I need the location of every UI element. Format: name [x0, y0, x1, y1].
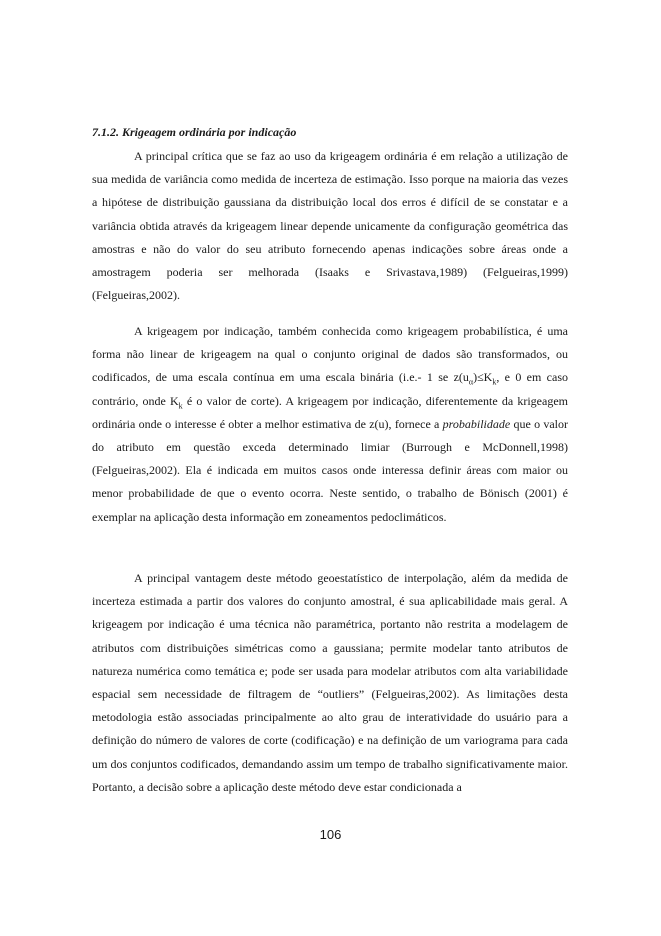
paragraph-advantages-limitations: A principal vantagem deste método geoestatístico de interpolação, além da medida de incerteza estimada a partir dos valores do conjunto amostral, é sua aplicabilidade mais geral. A krigeagem por indicação é uma técnica não paramétrica, portanto não restrita a modelagem de atributos com distribuições simétricas como a gaussiana; permite modelar tanto atributos de natureza numérica como temática e; pode ser usada para modelar atributos com alta variabilidade espacial sem necessidade de filtragem de “outliers” (Felgueiras,2002). As limitações desta metodologia estão associadas principalmente ao alto grau de interatividade do usuário para a definição do número de valores de corte (codificação) e na definição de um variograma para cada um dos conjuntos codificados, demandando assim um tempo de trabalho significativamente maior. Portanto, a decisão sobre a aplicação deste método deve estar condicionada a: [92, 571, 568, 794]
section-heading: 7.1.2. Krigeagem ordinária por indicação: [92, 125, 297, 139]
paragraph-kriging-criticism: A principal crítica que se faz ao uso da krigeagem ordinária é em relação a utilização de sua medida de variância como medida de incerteza de estimação. Isso porque na maioria das vezes a hipótese de distribuição gaussiana da distribuição local dos erros é difícil de se constatar e a variância obtida através da krigeagem linear depende unicamente da configuração geométrica das amostras e não do valor do seu atributo fornecendo apenas indicações sobre áreas onde a amostragem poderia ser melhorada (Isaaks e Srivastava,1989) (Felgueiras,1999) (Felgueiras,2002).: [92, 149, 568, 303]
emphasized-term: probabilidade: [442, 416, 511, 431]
subscript-k: k: [492, 377, 497, 387]
paragraph-indicator-kriging-definition: [92, 320, 568, 529]
page-number: 106: [319, 827, 342, 842]
subscript-k: k: [178, 401, 183, 410]
paragraph-text-segment: A krigeagem por indicação, também conhecida como krigeagem probabilística, é uma forma não linear de krigeagem na qual o conjunto original de dados são transformados, ou codificados, de uma escala contínua em uma escala binária (i.e.- 1 se z(u: [92, 324, 568, 385]
subscript-alpha: α: [468, 377, 474, 387]
paragraph-text-segment: , e 0 em caso contrário, onde K: [92, 370, 568, 408]
paragraph-text-segment: é o valor de corte). A krigeagem por indicação, diferentemente da krigeagem ordinária onde o interesse é obter a melhor estimativa de z(u), fornece a: [92, 393, 568, 431]
paragraph-text-segment: que o valor do atributo em questão exceda determinado limiar (Burrough e McDonnell,1998) (Felgueiras,2002). Ela é indicada em muitos casos onde interessa definir áreas com maior ou menor probabilidade de que o evento ocorra. Neste sentido, o trabalho de Bönisch (2001) é exemplar na aplicação desta informação em zoneamentos pedoclimáticos.: [92, 416, 569, 524]
paragraph-text-segment: )≤K: [473, 370, 493, 385]
